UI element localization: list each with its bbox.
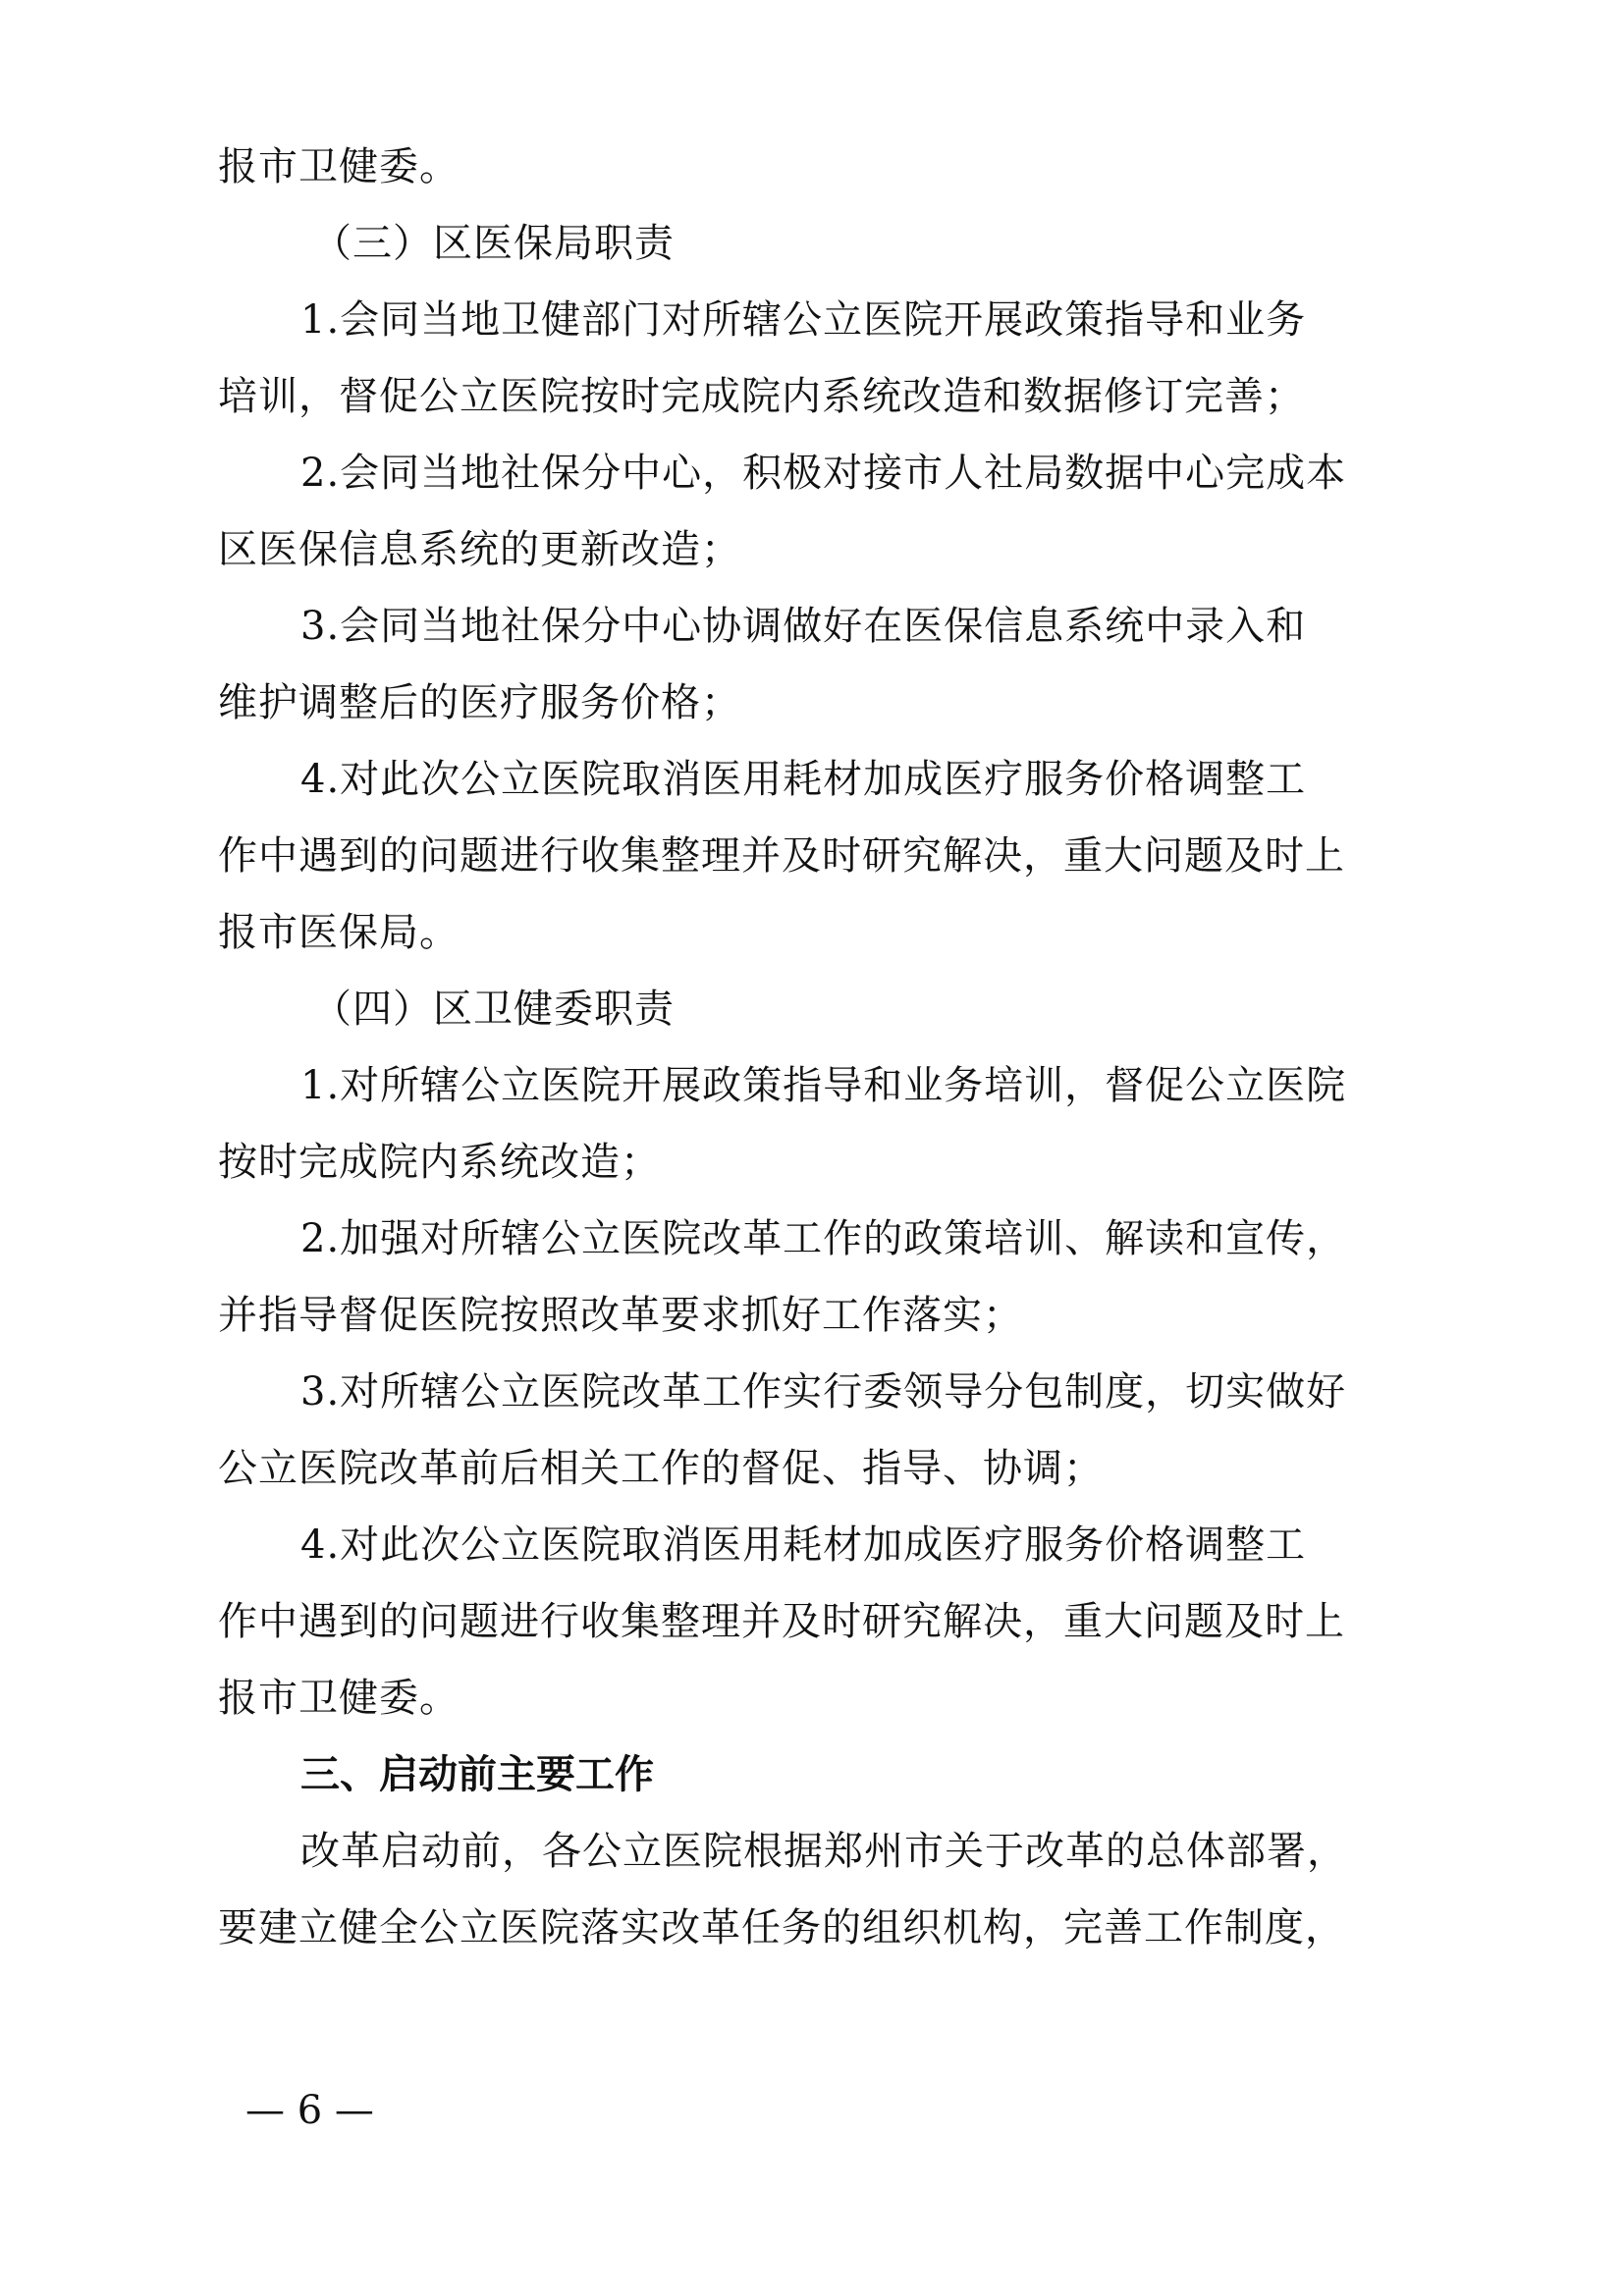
text-line: 报市卫健委。	[218, 1676, 460, 1721]
major-heading: 三、启动前主要工作	[300, 1752, 654, 1797]
text-line: 要建立健全公立医院落实改革任务的组织机构，完善工作制度，	[218, 1905, 1345, 1950]
text-line: 3.对所辖公立医院改革工作实行委领导分包制度，切实做好	[300, 1369, 1347, 1415]
section-heading: （三）区医保局职责	[312, 221, 675, 266]
text-line: 作中遇到的问题进行收集整理并及时研究解决，重大问题及时上	[218, 833, 1345, 879]
text-line: 4.对此次公立医院取消医用耗材加成医疗服务价格调整工	[300, 1522, 1307, 1568]
text-line: 改革启动前，各公立医院根据郑州市关于改革的总体部署，	[300, 1829, 1347, 1874]
text-line: 报市医保局。	[218, 910, 460, 955]
text-line: 公立医院改革前后相关工作的督促、指导、协调；	[218, 1446, 1104, 1491]
text-line: 报市卫健委。	[218, 144, 460, 189]
section-heading: （四）区卫健委职责	[312, 987, 675, 1032]
text-line: 维护调整后的医疗服务价格；	[218, 680, 741, 725]
text-line: 2.加强对所辖公立医院改革工作的政策培训、解读和宣传，	[300, 1216, 1347, 1261]
text-line: 作中遇到的问题进行收集整理并及时研究解决，重大问题及时上	[218, 1599, 1345, 1644]
text-line: 按时完成院内系统改造；	[218, 1140, 661, 1185]
page-number: — 6 —	[245, 2088, 374, 2133]
text-line: 2.会同当地社保分中心，积极对接市人社局数据中心完成本	[300, 451, 1347, 496]
text-line: 并指导督促医院按照改革要求抓好工作落实；	[218, 1293, 1023, 1338]
text-line: 培训，督促公立医院按时完成院内系统改造和数据修订完善；	[218, 374, 1305, 419]
text-line: 4.对此次公立医院取消医用耗材加成医疗服务价格调整工	[300, 757, 1307, 802]
text-line: 1.对所辖公立医院开展政策指导和业务培训，督促公立医院	[300, 1063, 1347, 1108]
text-line: 1.会同当地卫健部门对所辖公立医院开展政策指导和业务	[300, 297, 1307, 343]
text-line: 3.会同当地社保分中心协调做好在医保信息系统中录入和	[300, 604, 1307, 649]
text-line: 区医保信息系统的更新改造；	[218, 527, 741, 572]
